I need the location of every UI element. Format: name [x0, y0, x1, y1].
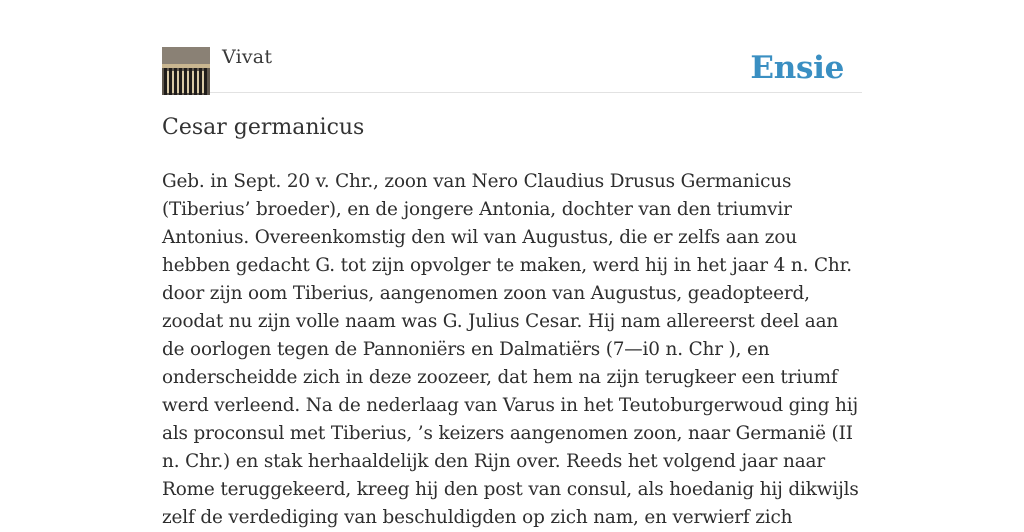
author-avatar[interactable] [162, 47, 210, 95]
article-title: Cesar germanicus [162, 115, 365, 140]
book-spines-icon [162, 47, 210, 95]
article-header [162, 46, 862, 93]
article-body: Geb. in Sept. 20 v. Chr., zoon van Nero Claudius Drusus Germanicus (Tiberius’ broeder), en de jongere Antonia, dochter van den triumvir Antonius. Overeenkomstig den wil van Augustus, die er zelfs aan zou hebben gedacht G. tot zijn opvolger te maken, werd hij in het jaar 4 n. Chr. door zijn oom Tiberius, aangenomen zoon van Augustus, geadopteerd, zoodat nu zijn volle naam was G. Julius Cesar. Hij nam allereerst deel aan de oorlogen tegen de Pannoniërs en Dalmatiërs (7—i0 n. Chr ), en onderscheidde zich in deze zoozeer, dat hem na zijn terugkeer een triumf werd verleend. Na de nederlaag van Varus in het Teutoburgerwoud ging hij als proconsul met Tiberius, ’s keizers aangenomen zoon, naar Germanië (II n. Chr.) en stak herhaaldelijk den Rijn over. Reeds het volgend jaar naar Rome teruggekeerd, kreeg hij den post van consul, als hoedanig hij dikwijls zelf de verdediging van beschuldigden op zich nam, en verwierf zich [162, 171, 859, 528]
author-name[interactable]: Vivat [222, 46, 273, 68]
brand-logo[interactable]: Ensie [750, 50, 844, 86]
